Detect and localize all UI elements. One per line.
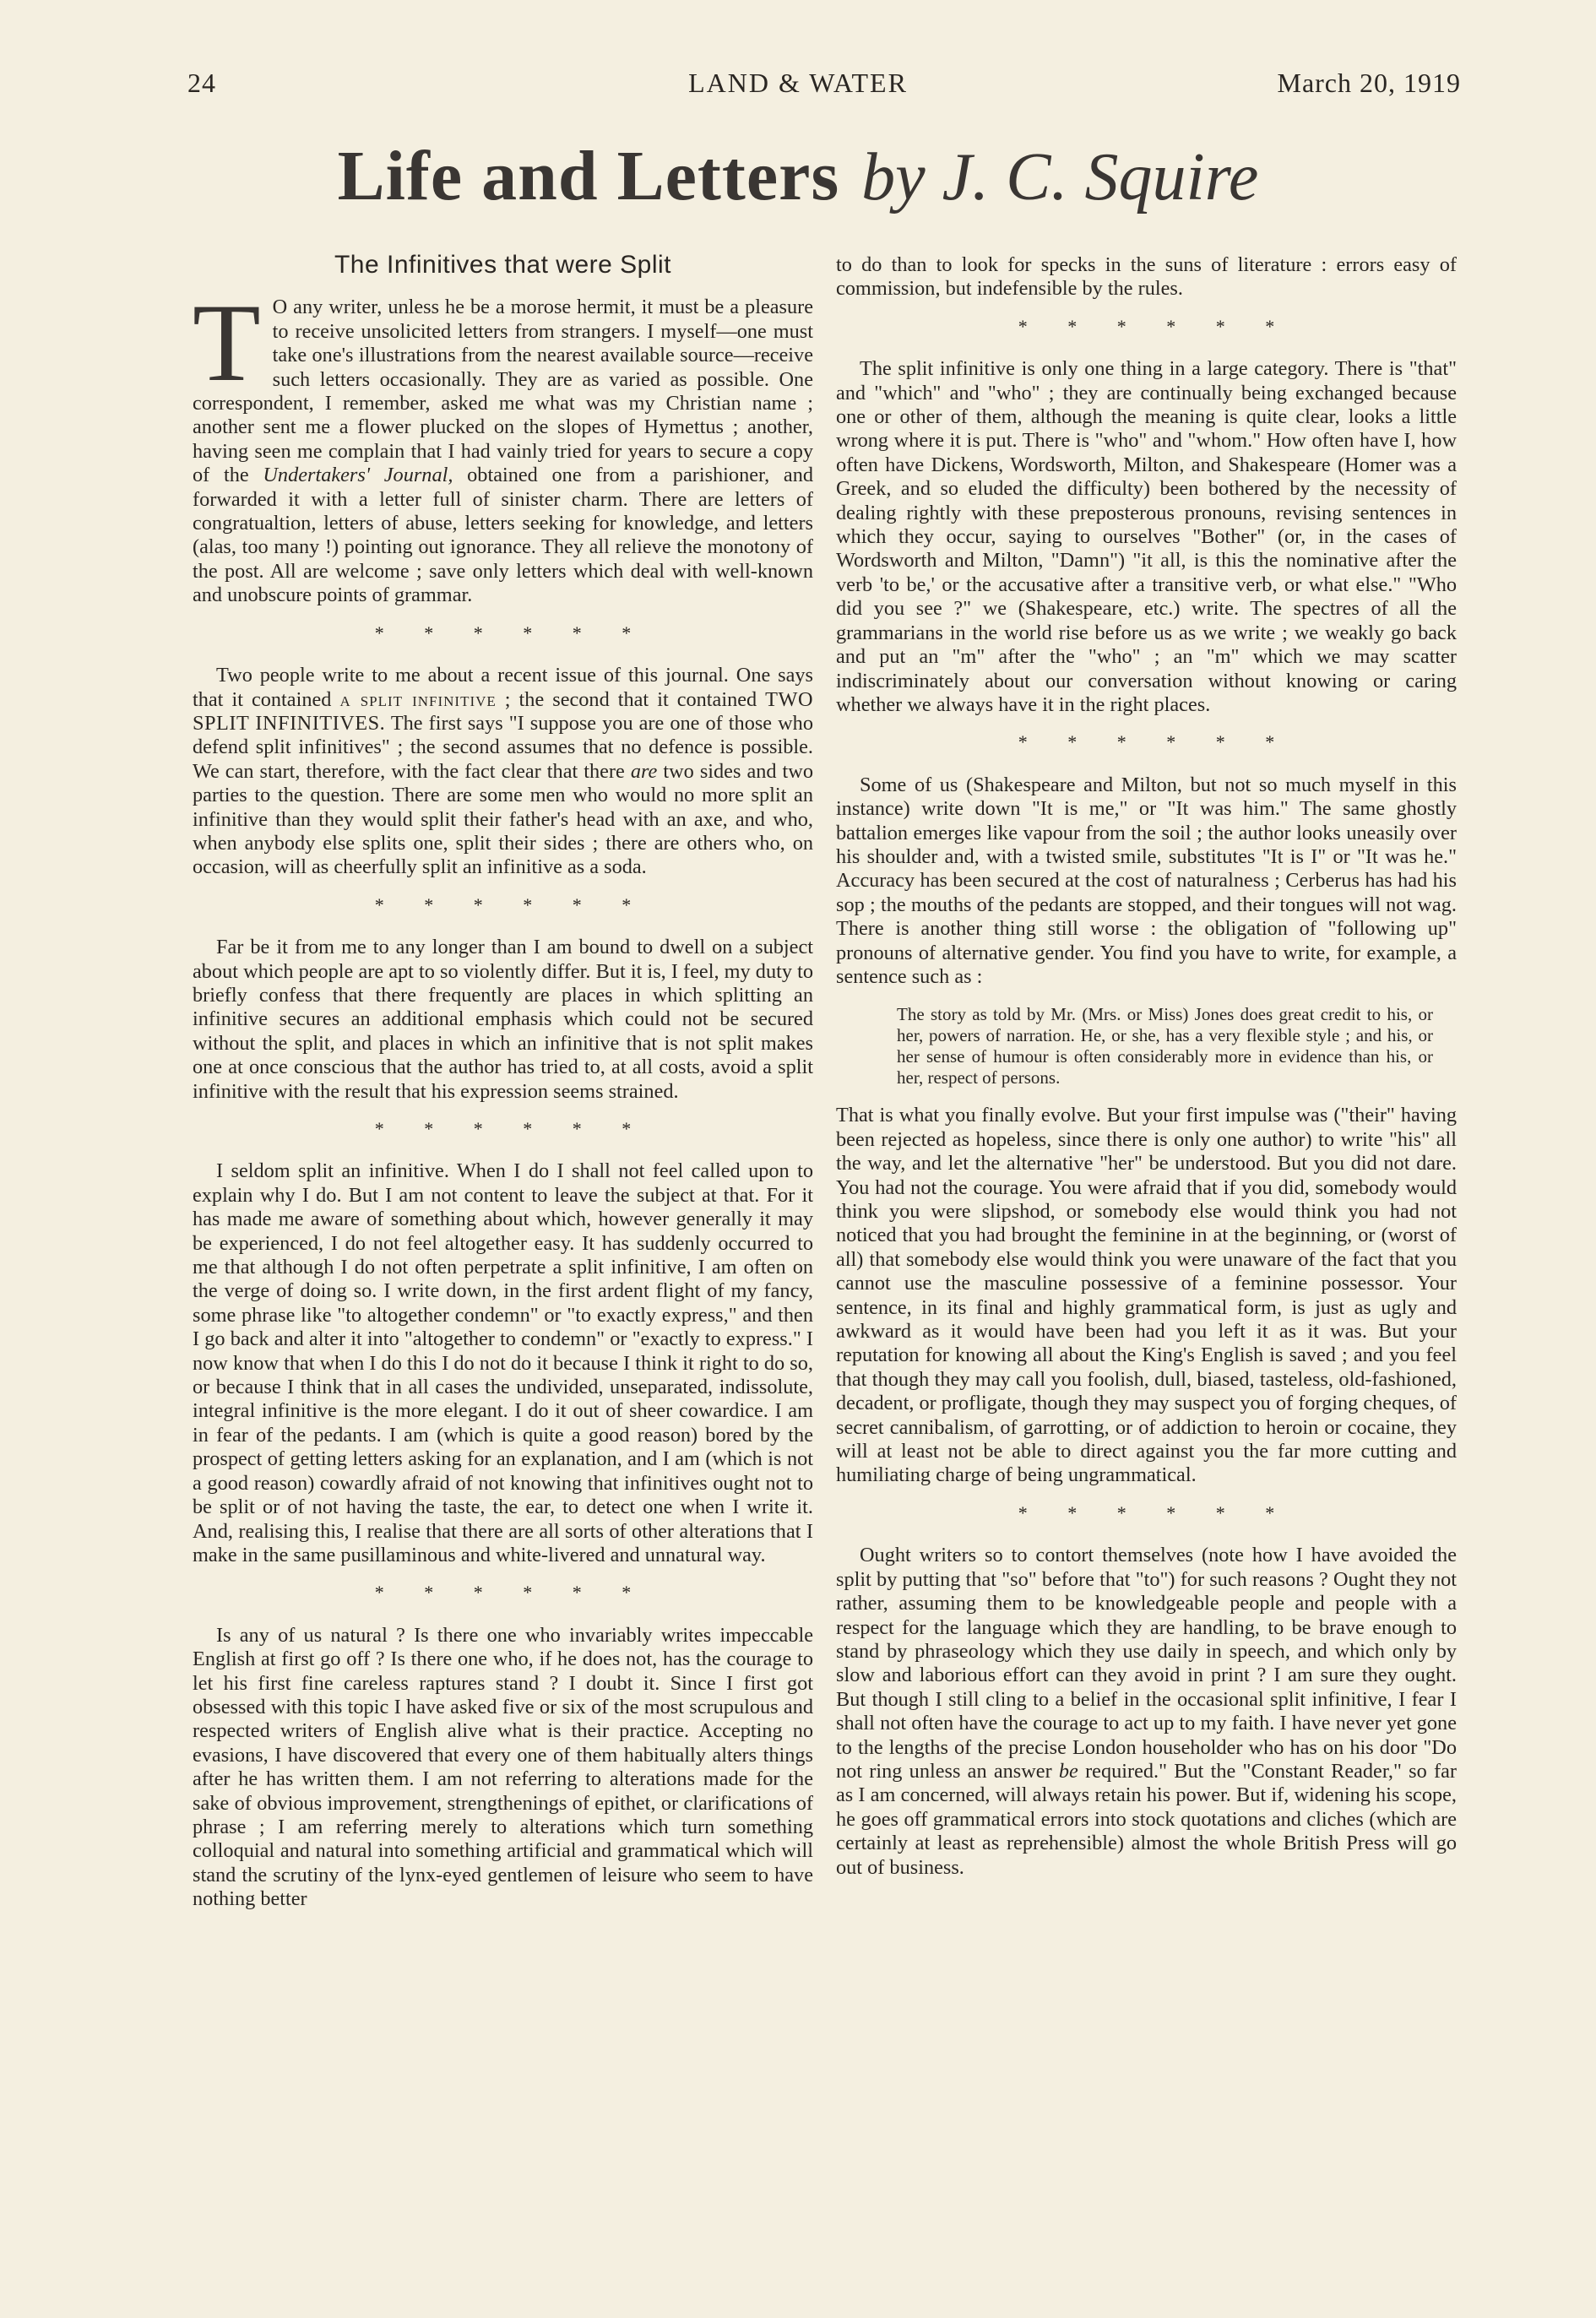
- paragraph: Some of us (Shakespeare and Milton, but not so much myself in this instance) write down "It is me," or "It was him." The same ghostly battalion emerges like vapour from the soil ; the author looks uneasily over his shoulder and, with a twisted smile, substitutes "It is I" or "It was he." Accuracy has been secured at the cost of naturalness ; Cerberus has had his sop ; the mouths of the pedants are stopped, and their tongues will not wag. There is another thing still worse : the obligation of "following up" pronouns of alternative gender. You find you have to write, for example, a sentence such as :: [836, 773, 1457, 988]
- paragraph: Ought writers so to contort themselves (note how I have avoided the split by putting that "so" before that "to") for such reasons ? Ought they not rather, assuming them to be knowledgeable people and people with a respect for the language which they are handling, to be brave enough to stand by phraseology which they use daily in speech, and which only by slow and laborious effort can they avoid in print ? I am sure they ought. But though I still cling to a belief in the occasional split infinitive, I fear I shall not often have the courage to act up to my faith. I have never yet gone to the lengths of the precise London householder who has on his door "Do not ring unless an answer be required." But the "Constant Reader," so far as I am concerned, will always retain his power. But if, widening his scope, he goes off grammatical errors into stock quotations and cliches (which are certainly at least as reprehensible) almost the whole British Press will go out of business.: [836, 1544, 1457, 1879]
- headline-byline: by J. C. Squire: [861, 140, 1259, 214]
- section-divider: * * * * * *: [374, 1582, 632, 1604]
- section-divider: * * * * * *: [374, 622, 632, 643]
- paragraph: T O any writer, unless he be a morose hermit, it must be a pleasure to receive unsolicited letters from strangers. I myself—one must take one's illustrations from the nearest available source—receive such letters occasionally. They are as varied as possible. One correspondent, I remember, asked me what was my Christian name ; another sent me a flower plucked on the slopes of Hymettus ; another, having seen me complain that I had vainly tried for years to secure a copy of the Undertakers' Journal, obtained one from a parishioner, and forwarded it with a letter full of sinister charm. There are letters of congratualtion, letters of abuse, letters seeking for knowledge, and letters (alas, too many !) pointing out ignorance. They all relieve the monotony of the post. All are welcome ; save only letters which deal with well-known and unobscure points of grammar.: [193, 280, 814, 607]
- paragraph: I seldom split an infinitive. When I do I shall not feel called upon to explain why I do. But I am not content to leave the subject at that. For it has made me aware of something about which, however generally it may be experienced, I do not feel altogether easy. It has suddenly occurred to me that although I do not often perpetrate a split infinitive, I am often on the verge of doing so. I write down, in the first ardent flight of my fancy, some phrase like "to altogether condemn" or "to exactly express," and then I go back and alter it into "altogether to condemn" or "exactly to express." I now know that when I do this I do not do it because I think it right to do so, or because I think that in all cases the undivided, unseparated, indissolute, integral infinitive is the more elegant. I do it out of sheer cowardice. I am in fear of the pedants. I am (which is quite a good reason) bored by the prospect of getting letters asking for an explanation, and I am (which is not a good reason) cowardly afraid of not knowing that infinitives ought not to be split or of not having the taste, the ear, to detect one when I write it. And, realising this, I realise that there are all sorts of other alterations that I make in the same pusillaminous and white-livered and unnatural way.: [193, 1159, 813, 1566]
- paragraph: The split infinitive is only one thing in a large category. There is "that" and "which" and "who" ; they are continually being exchanged because one or other of them, although the meaning is quite clear, looks a little wrong where it is put. There is "who" and "whom." How often have I, how often have Dickens, Wordsworth, Milton, and Shakespeare (Homer was a Greek, and so eluded the difficulty) been bothered by the necessity of dealing rightly with these preposterous pronouns, revising sentences in which they occur, saying to ourselves "Bother" (or, in the cases of Wordsworth and Milton, "Damn") "it all, is this the nominative after the verb 'to be,' or the accusative after a transitive verb, or what else." "Who did you see ?" we (Shakespeare, etc.) write. The spectres of all the grammarians in the world rise before us as we write ; we weakly go back and put an "m" after the "who" ; an "m" which we may scatter indiscriminately about our conversation without knowing or caring whether we always have it in the right places.: [836, 357, 1457, 716]
- paragraph: That is what you finally evolve. But your first impulse was ("their" having been rejected as hopeless, since there is only one author) to write "his" all the way, and let the alternative "her" be understood. But you did not dare. You had not the courage. You were afraid that if you did, somebody would think you were slipshod, or somebody else would think you had not noticed that you had brought the feminine in at the beginning, or (worst of all) that somebody else would think you were unaware of the fact that you cannot use the masculine possessive of a feminine possessor. Your sentence, in its final and highly grammatical form, is just as ugly and awkward as it would have been had you left it as it was. But your reputation for knowing all about the King's English is saved ; and you feel that though they may call you foolish, dull, biased, tasteless, old-fashioned, decadent, or profligate, though they may suspect you of forging cheques, of secret cannibalism, of garrotting, or of addiction to heroin or cocaine, they will at least not be able to direct against you the far more cutting and humiliating charge of being ungrammatical.: [836, 1104, 1458, 1487]
- section-divider: * * * * * *: [1018, 1501, 1275, 1523]
- paragraph-continued: to do than to look for specks in the suns of literature : errors easy of commission, but indefensible by the rules.: [836, 253, 1457, 301]
- page-number: 24: [187, 68, 216, 98]
- paragraph: Two people write to me about a recent issue of this journal. One says that it contained a split infinitive ; the second that it contained TWO SPLIT INFINITIVES. The first says "I suppose you are one of those who defend split infinitives" ; the second assumes that no defence is possible. We can start, therefore, with the fact clear that there are two sides and two parties to the question. There are some men who would no more split an infinitive than they would split their father's head with an axe, and who, when anybody else splits one, split their sides ; there are others who, on occasion, will as cheerfully split an infinitive as a soda.: [193, 664, 813, 879]
- paragraph: Is any of us natural ? Is there one who invariably writes impeccable English at first go off ? Is there one who, if he does not, has the courage to let his first fine careless raptures stand ? I doubt it. Since I first got obsessed with this topic I have asked five or six of the most scrupulous and respected writers of English alive what is their practice. Accepting no evasions, I have discovered that every one of them habitually alters things after he has written them. I am not referring to alterations made for the sake of obvious improvement, strengthenings of epithet, or clarifications of phrase ; I am referring merely to alterations which turn something colloquial and natural into something artificial and grammatical which will stand the scrutiny of the lynx-eyed gentlemen of leisure who seem to have nothing better: [193, 1623, 813, 1911]
- block-quote: The story as told by Mr. (Mrs. or Miss) Jones does great credit to his, or her, powers of narration. He, or she, has a very flexible style ; and his, or her sense of humour is often considerably more in evidence than his, or her, respect of persons.: [897, 1004, 1433, 1088]
- section-divider: * * * * * *: [374, 1118, 632, 1139]
- column-headline: [0, 135, 1596, 217]
- section-title: The Infinitives that were Split: [334, 251, 671, 279]
- section-divider: * * * * * *: [374, 893, 632, 915]
- left-column: [193, 253, 813, 1912]
- drop-cap: T: [193, 280, 261, 405]
- section-divider: * * * * * *: [1018, 731, 1275, 753]
- magazine-title: LAND & WATER: [688, 68, 908, 98]
- section-divider: * * * * * *: [1018, 315, 1275, 337]
- issue-date: March 20, 1919: [1277, 68, 1461, 98]
- headline-title: Life and Letters: [337, 137, 840, 215]
- right-column: [836, 253, 1457, 1880]
- paragraph: Far be it from me to any longer than I am bound to dwell on a subject about which people are apt to so violently differ. But it is, I feel, my duty to briefly confess that there frequently are places in which splitting an infinitive secures an additional emphasis which could not be secured without the split, and places in which an infinitive that is not split makes one at once conscious that the author has tried to, at all costs, avoid a split infinitive with the result that his expression seems strained.: [193, 936, 813, 1103]
